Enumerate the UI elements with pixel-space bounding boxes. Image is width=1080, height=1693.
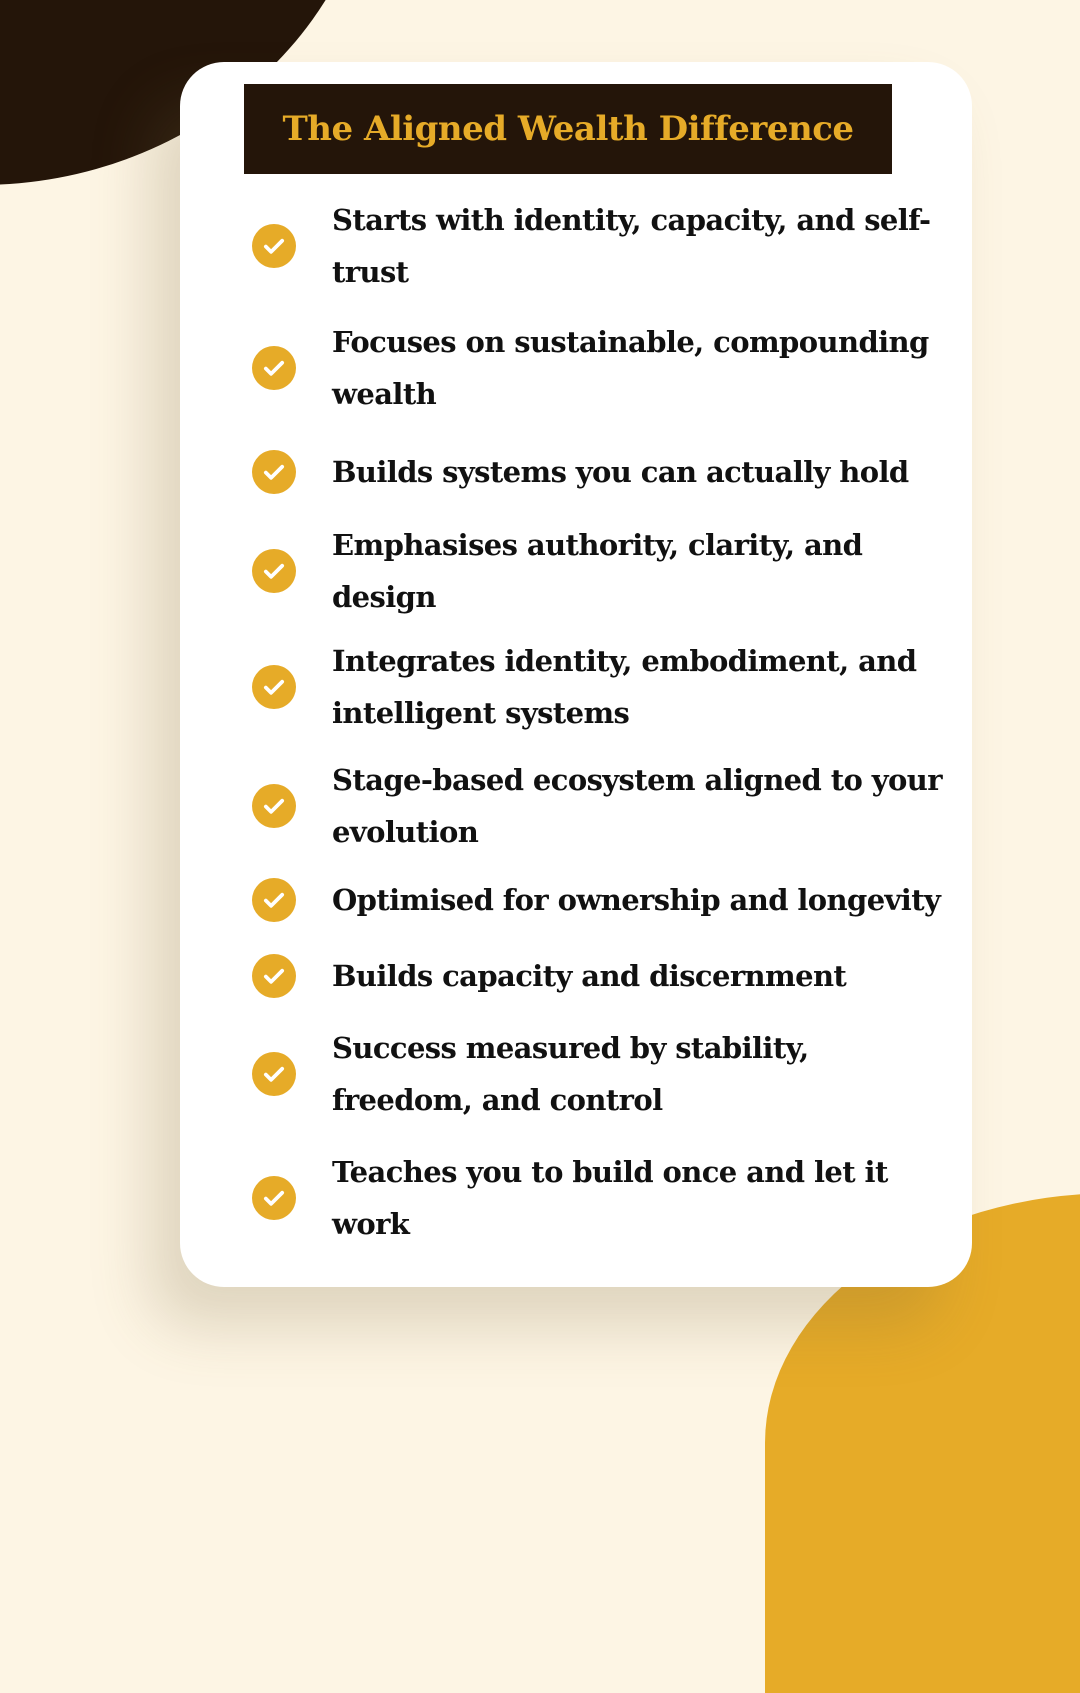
- list-item: [252, 1022, 952, 1126]
- list-item-text: Builds systems you can actually hold: [332, 455, 909, 489]
- check-circle-icon: [252, 450, 296, 494]
- page-title: The Aligned Wealth Difference: [282, 109, 854, 149]
- check-circle-icon: [252, 346, 296, 390]
- list-item-text: Focuses on sustainable, compounding wealth: [332, 325, 929, 411]
- list-item-text: Success measured by stability, freedom, and control: [332, 1031, 809, 1117]
- check-circle-icon: [252, 1052, 296, 1096]
- list-item-text: Integrates identity, embodiment, and intelligent systems: [332, 644, 917, 730]
- list-item: [252, 754, 952, 858]
- check-circle-icon: [252, 954, 296, 998]
- check-circle-icon: [252, 665, 296, 709]
- list-item-text: Builds capacity and discernment: [332, 959, 847, 993]
- list-item-text: Optimised for ownership and longevity: [332, 883, 941, 917]
- check-circle-icon: [252, 878, 296, 922]
- list-item: [252, 446, 952, 498]
- check-circle-icon: [252, 1176, 296, 1220]
- list-item: [252, 519, 952, 623]
- list-item-text: Emphasises authority, clarity, and design: [332, 528, 863, 614]
- list-item: [252, 316, 952, 420]
- check-circle-icon: [252, 549, 296, 593]
- list-item: [252, 874, 952, 926]
- check-circle-icon: [252, 784, 296, 828]
- list-item-text: Starts with identity, capacity, and self-trust: [332, 203, 931, 289]
- content-card: [180, 62, 972, 1287]
- title-banner: [244, 84, 892, 174]
- list-item: [252, 635, 952, 739]
- list-item-text: Teaches you to build once and let it work: [332, 1155, 888, 1241]
- list-item: [252, 950, 952, 1002]
- check-circle-icon: [252, 224, 296, 268]
- list-item: [252, 1146, 952, 1250]
- list-item-text: Stage-based ecosystem aligned to your evolution: [332, 763, 942, 849]
- list-item: [252, 194, 952, 298]
